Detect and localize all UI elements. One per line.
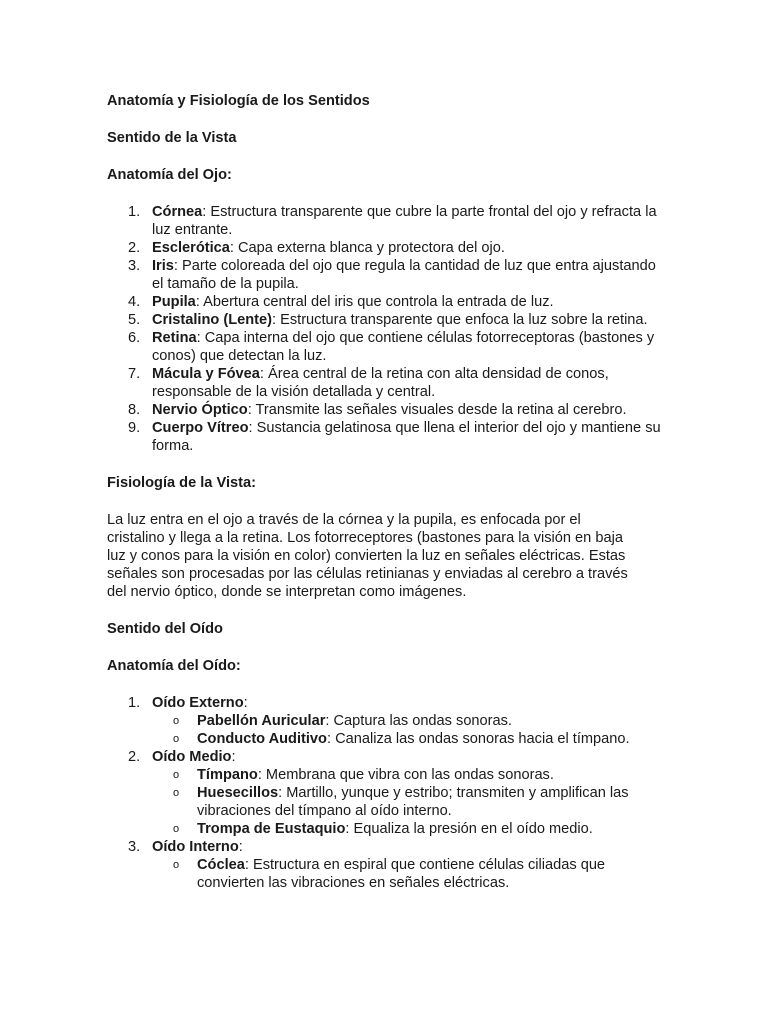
list-suffix: : (243, 695, 248, 711)
sub-list-item (152, 856, 667, 892)
list-number: 7. (128, 366, 141, 382)
bullet-icon: o (173, 733, 180, 745)
document-title: Anatomía y Fisiología de los Sentidos (107, 93, 370, 109)
list-desc: : Estructura transparente que enfoca la luz sobre la retina. (272, 312, 648, 328)
list-desc: : Abertura central del iris que controla la entrada de luz. (195, 294, 554, 310)
list-number: 3. (128, 258, 141, 274)
sub-list (152, 712, 667, 748)
list-number: 1. (128, 204, 141, 220)
list-item (107, 257, 667, 293)
list-item (107, 293, 667, 311)
list-term: Conducto Auditivo (197, 731, 327, 747)
list-item (107, 748, 667, 838)
list-term: Cóclea (197, 857, 245, 873)
list-item (107, 311, 667, 329)
list-desc: : Capa externa blanca y protectora del ojo. (229, 240, 505, 256)
sub-list (152, 766, 667, 838)
list-number: 5. (128, 312, 141, 328)
list-suffix: : (231, 749, 236, 765)
list-desc: : Canaliza las ondas sonoras hacia el tímpano. (326, 731, 630, 747)
list-desc: : Estructura en espiral que contiene células ciliadas que convierten las vibraciones en señales eléctricas. (197, 857, 606, 891)
subsection-heading-anatomia-oido: Anatomía del Oído: (107, 658, 241, 674)
list-item (107, 365, 667, 401)
list-desc: : Capa interna del ojo que contiene células fotorreceptoras (bastones y conos) que detectan la luz. (152, 330, 655, 364)
list-term: Cuerpo Vítreo (152, 420, 249, 436)
bullet-icon: o (173, 715, 180, 727)
sub-list-item (152, 730, 667, 748)
bullet-icon: o (173, 823, 180, 835)
list-desc: : Transmite las señales visuales desde la retina al cerebro. (247, 402, 627, 418)
list-term: Oído Externo (152, 695, 244, 711)
list-term: Huesecillos (197, 785, 279, 801)
list-term: Mácula y Fóvea (152, 366, 260, 382)
list-desc: : Estructura transparente que cubre la parte frontal del ojo y refracta la luz entrante. (152, 204, 657, 238)
list-term: Tímpano (197, 767, 258, 783)
list-number: 8. (128, 402, 141, 418)
list-term: Oído Medio (152, 749, 232, 765)
list-item (107, 419, 667, 455)
list-term: Nervio Óptico (152, 402, 248, 418)
list-number: 2. (128, 240, 141, 256)
list-number: 9. (128, 420, 141, 436)
list-item (107, 401, 667, 419)
list-desc: : Parte coloreada del ojo que regula la cantidad de luz que entra ajustando el tamaño de la pupila. (152, 258, 656, 292)
sub-list-item (152, 784, 667, 820)
list-item (107, 694, 667, 748)
list-term: Pupila (152, 294, 196, 310)
list-number: 3. (128, 839, 141, 855)
list-number: 2. (128, 749, 141, 765)
bullet-icon: o (173, 787, 180, 799)
list-suffix: : (238, 839, 243, 855)
physiology-paragraph: La luz entra en el ojo a través de la córnea y la pupila, es enfocada por el cristalino y llega a la retina. Los fotorreceptores (bastones para la visión en baja luz y conos para la visión en color) convierten la luz en señales eléctricas. Estas señales son procesadas por las células retinianas y enviadas al cerebro a través del nervio óptico, donde se interpretan como imágenes. (107, 512, 628, 600)
subsection-heading-fisiologia-vista: Fisiología de la Vista: (107, 475, 256, 491)
document-page (107, 92, 667, 892)
sub-list-item (152, 712, 667, 730)
list-term: Oído Interno (152, 839, 239, 855)
list-desc: : Equaliza la presión en el oído medio. (345, 821, 593, 837)
list-term: Pabellón Auricular (197, 713, 326, 729)
list-number: 4. (128, 294, 141, 310)
list-item (107, 239, 667, 257)
list-term: Retina (152, 330, 197, 346)
list-term: Iris (152, 258, 174, 274)
ear-anatomy-list (107, 694, 667, 892)
section-heading-oido: Sentido del Oído (107, 621, 223, 637)
list-item (107, 329, 667, 365)
bullet-icon: o (173, 769, 180, 781)
list-desc: : Captura las ondas sonoras. (325, 713, 512, 729)
sub-list-item (152, 766, 667, 784)
list-term: Cristalino (Lente) (152, 312, 272, 328)
list-desc: : Martillo, yunque y estribo; transmiten y amplifican las vibraciones del tímpano al oído interno. (197, 785, 629, 819)
bullet-icon: o (173, 859, 180, 871)
list-term: Córnea (152, 204, 203, 220)
list-number: 1. (128, 695, 141, 711)
eye-anatomy-list (107, 203, 667, 455)
section-heading-vista: Sentido de la Vista (107, 130, 237, 146)
sub-list (152, 856, 667, 892)
list-item (107, 838, 667, 892)
list-desc: : Sustancia gelatinosa que llena el interior del ojo y mantiene su forma. (152, 420, 661, 454)
subsection-heading-anatomia-ojo: Anatomía del Ojo: (107, 167, 232, 183)
list-desc: : Membrana que vibra con las ondas sonoras. (257, 767, 554, 783)
sub-list-item (152, 820, 667, 838)
list-term: Esclerótica (152, 240, 230, 256)
list-item (107, 203, 667, 239)
list-term: Trompa de Eustaquio (197, 821, 346, 837)
list-number: 6. (128, 330, 141, 346)
list-desc: : Área central de la retina con alta densidad de conos, responsable de la visión detallada y central. (152, 366, 609, 400)
